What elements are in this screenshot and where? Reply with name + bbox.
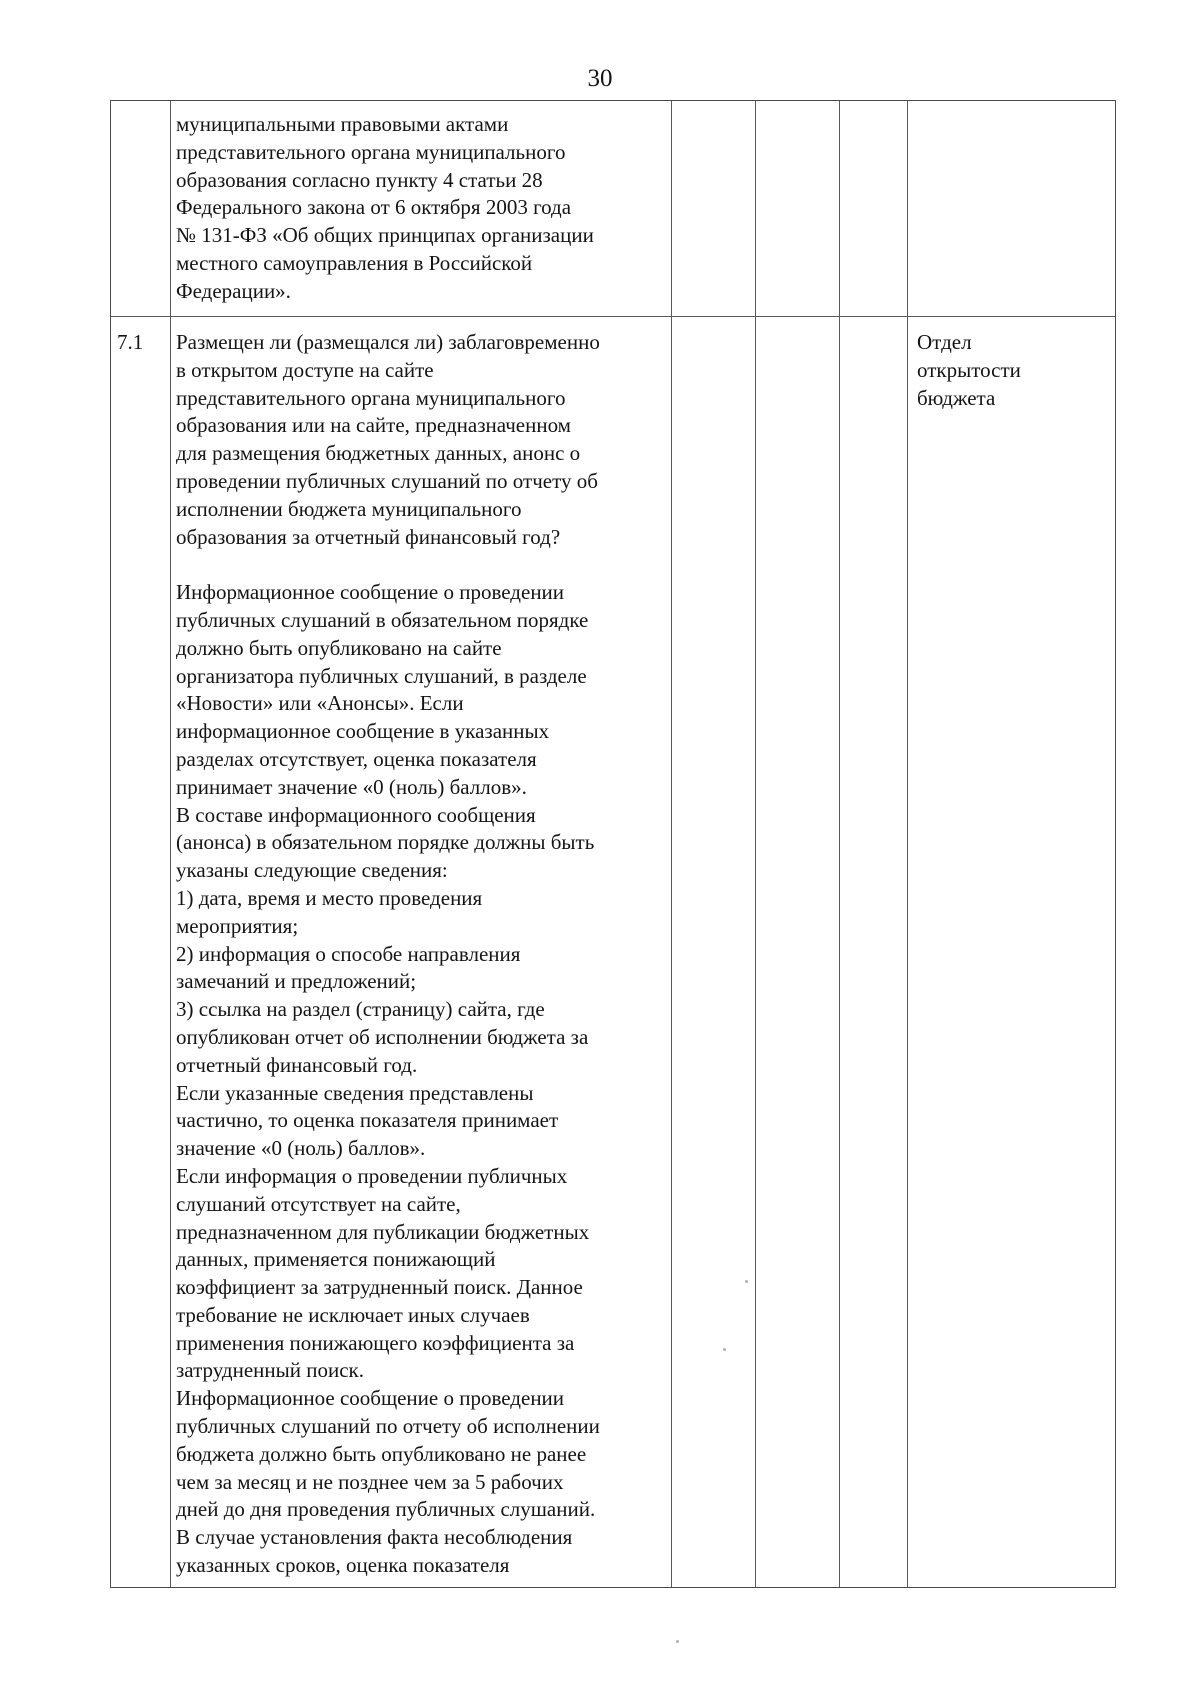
- column-divider: [170, 101, 171, 1587]
- criterion-description-cell: Размещен ли (размещался ли) заблаговременно в открытом доступе на сайте представительного органа муниципального образования или на сайте, предназначенном для размещения бюджетных данных, анонс о проведении публичных слушаний по отчету об исполнении бюджета муниципального образования за отчетный финансовый год? Информационное сообщение о проведении публичных слушаний в обязательном порядке должно быть опубликовано на сайте организатора публичных слушаний, в разделе «Новости» или «Анонсы». Если информационное сообщение в указанных разделах отсутствует, оценка показателя принимает значение «0 (ноль) баллов». В составе информационного сообщения (анонса) в обязательном порядке должны быть указаны следующие сведения: 1) дата, время и место проведения мероприятия; 2) информация о способе направления замечаний и предложений; 3) ссылка на раздел (страницу) сайта, где опубликован отчет об исполнении бюджета за отчетный финансовый год. Если указанные сведения представлены частично, то оценка показателя принимает значение «0 (ноль) баллов». Если информация о проведении публичных слушаний отсутствует на сайте, предназначенном для публикации бюджетных данных, применяется понижающий коэффициент за затрудненный поиск. Данное требование не исключает иных случаев применения понижающего коэффициента за затрудненный поиск. Информационное сообщение о проведении публичных слушаний по отчету об исполнении бюджета должно быть опубликовано не ранее чем за месяц и не позднее чем за 5 рабочих дней до дня проведения публичных слушаний. В случае установления факта несоблюдения указанных сроков, оценка показателя: [176, 330, 600, 1578]
- page-number: 30: [587, 65, 613, 92]
- scan-speck: [745, 1280, 748, 1283]
- row-divider: [111, 316, 1115, 317]
- column-divider: [907, 101, 908, 1587]
- column-divider: [755, 101, 756, 1587]
- evaluation-table: [110, 100, 1116, 1588]
- row-number-cell: 7.1: [117, 330, 144, 354]
- column-divider: [839, 101, 840, 1587]
- scan-speck: [723, 1348, 726, 1351]
- responsible-department-cell: Отдел открытости бюджета: [917, 330, 1021, 410]
- scan-speck: [676, 1640, 679, 1643]
- continuation-description-cell: муниципальными правовыми актами представительного органа муниципального образования согласно пункту 4 статьи 28 Федерального закона от 6 октября 2003 года № 131-ФЗ «Об общих принципах организации местного самоуправления в Российской Федерации».: [176, 112, 594, 303]
